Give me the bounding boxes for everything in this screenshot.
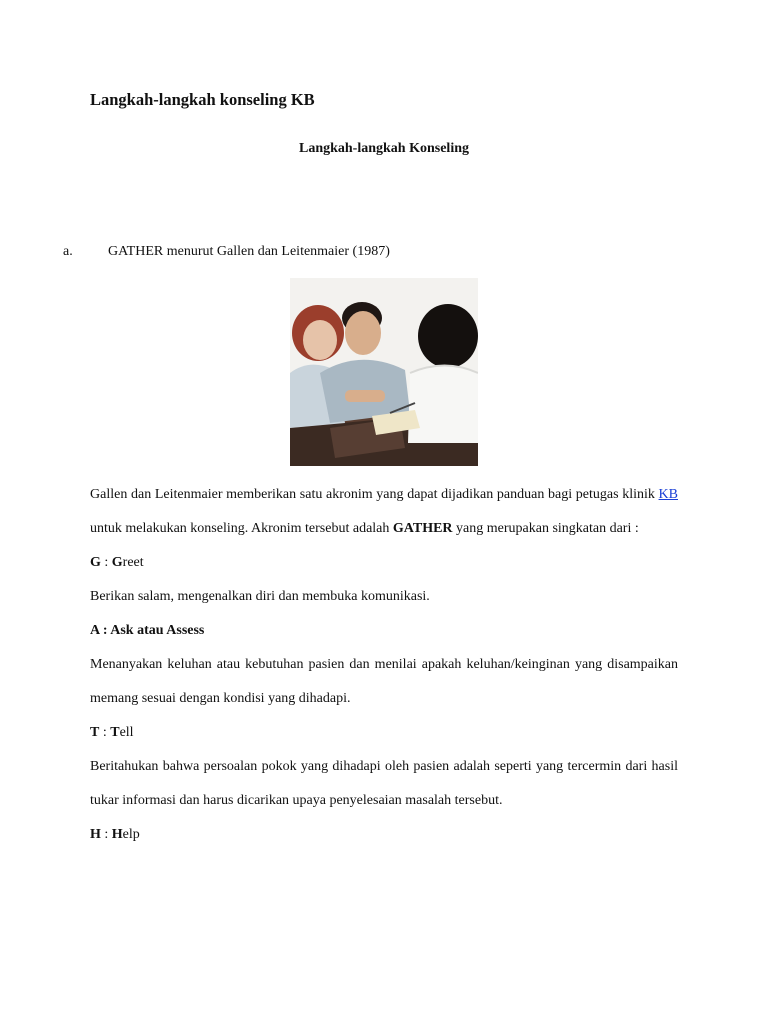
item-separator: : xyxy=(99,725,111,740)
kb-link[interactable]: KB xyxy=(658,487,678,502)
item-word-rest: reet xyxy=(122,555,144,570)
item-letter: A xyxy=(90,623,100,638)
item-g-description: Berikan salam, mengenalkan diri dan membuka komunikasi. xyxy=(90,589,430,604)
item-letter: T xyxy=(90,725,100,740)
intro-text-1: Gallen dan Leitenmaier memberikan satu akronim yang dapat dijadikan panduan bagi petugas klinik xyxy=(90,487,659,502)
intro-paragraph xyxy=(90,478,678,546)
item-word-rest: elp xyxy=(122,827,140,842)
item-separator: : xyxy=(100,827,112,842)
counseling-photo xyxy=(290,278,478,466)
item-t-description: Beritahukan bahwa persoalan pokok yang dihadapi oleh pasien adalah seperti yang tercermin dari hasil tukar informasi dan harus dicarikan upaya penyelesaian masalah tersebut. xyxy=(90,759,678,808)
body-text xyxy=(90,478,678,852)
item-g-heading xyxy=(90,546,678,580)
item-word-bold: H xyxy=(111,827,123,842)
item-h-heading xyxy=(90,818,678,852)
gather-acronym: GATHER xyxy=(392,521,453,536)
item-word-rest: ell xyxy=(119,725,134,740)
item-t-heading xyxy=(90,716,678,750)
intro-text-2: untuk melakukan konseling. Akronim tersebut adalah xyxy=(90,521,393,536)
list-marker: a. xyxy=(63,244,73,259)
section-heading: Langkah-langkah Konseling xyxy=(298,141,469,156)
intro-text-3: yang merupakan singkatan dari : xyxy=(452,521,639,536)
item-separator: : xyxy=(99,623,111,638)
list-item-text: GATHER menurut Gallen dan Leitenmaier (1987) xyxy=(108,244,390,259)
item-separator: : xyxy=(100,555,112,570)
document-title: Langkah-langkah konseling KB xyxy=(90,90,315,109)
item-a-heading xyxy=(90,614,678,648)
item-word-bold: T xyxy=(110,725,120,740)
item-word-bold: Ask atau Assess xyxy=(110,623,205,638)
item-letter: G xyxy=(90,555,101,570)
item-a-description: Menanyakan keluhan atau kebutuhan pasien dan menilai apakah keluhan/keinginan yang disampaikan memang sesuai dengan kondisi yang dihadapi. xyxy=(90,657,678,706)
item-letter: H xyxy=(90,827,101,842)
item-word-bold: G xyxy=(111,555,123,570)
